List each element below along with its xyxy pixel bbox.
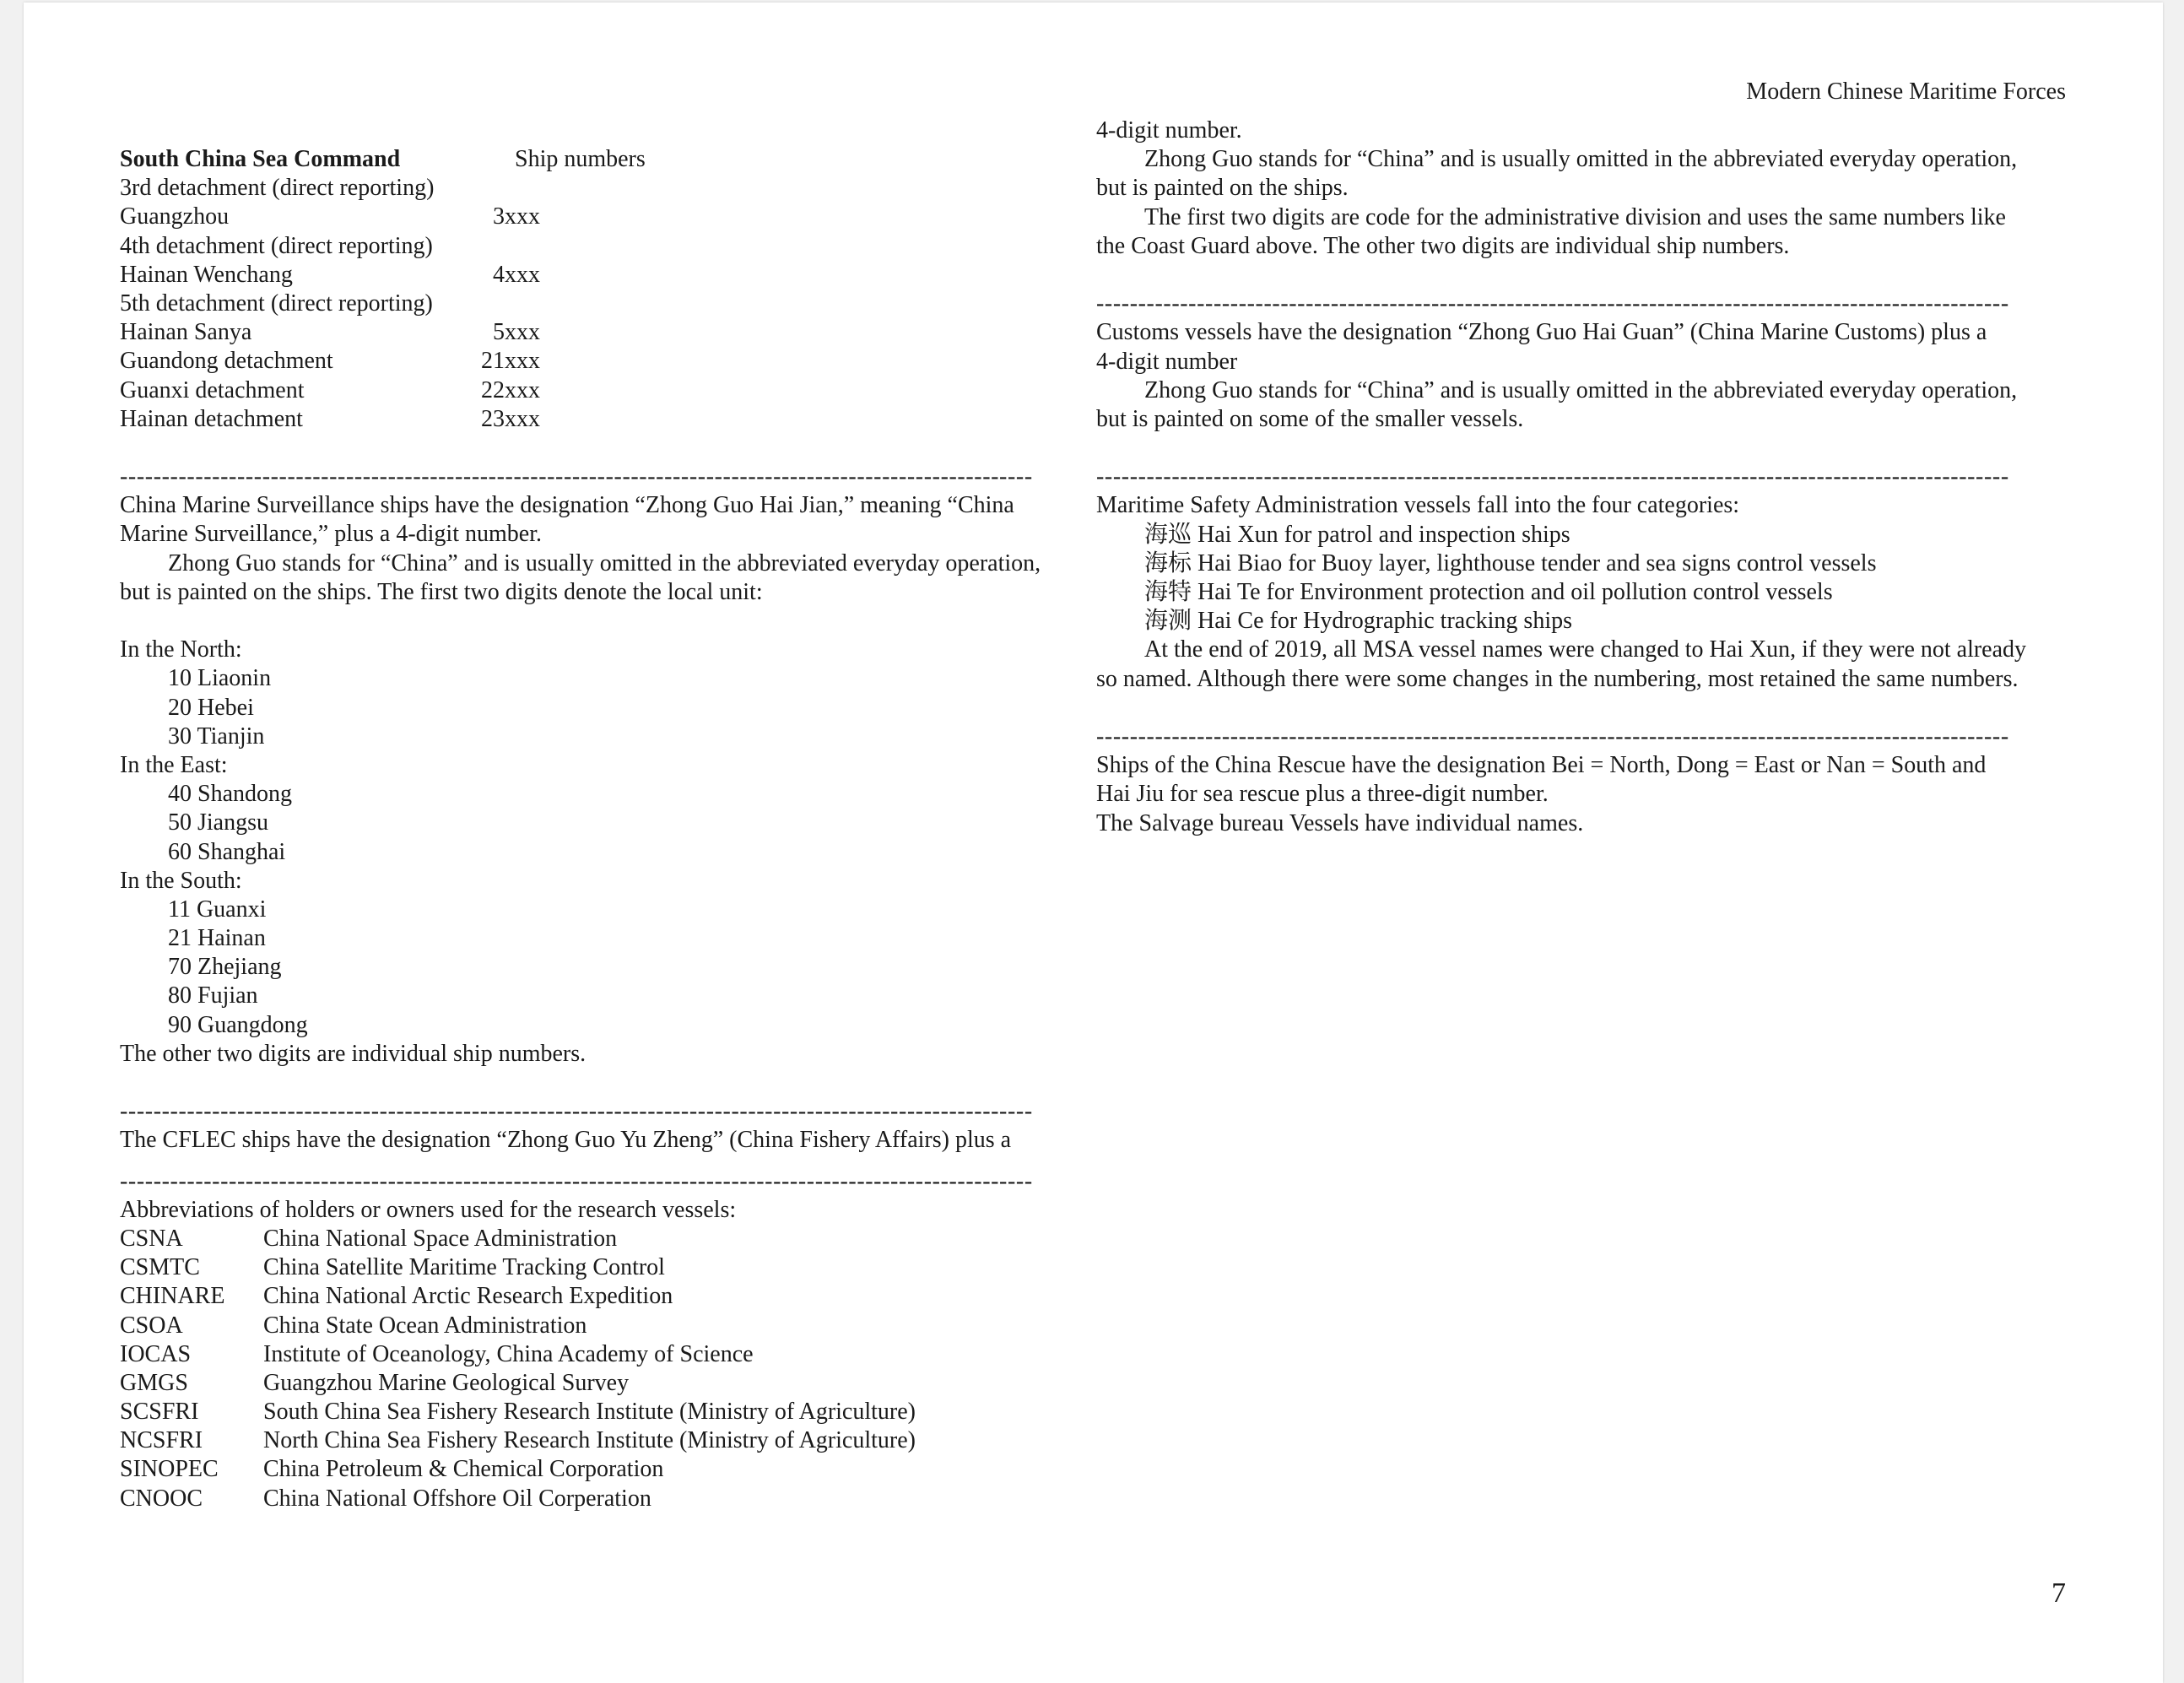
region-item: 20 Hebei [168,694,254,721]
command-row-value [457,174,540,203]
paragraph-line: the Coast Guard above. The other two digits are individual ship numbers. [1096,232,1790,259]
command-table-col-header: Ship numbers [515,146,646,172]
command-row-label: Hainan Wenchang [120,261,293,288]
abbreviation-code: CSMTC [120,1254,200,1281]
command-row-label: Hainan Sanya [120,319,252,346]
abbreviation-row [120,1340,1090,1369]
msa-category-item: 海测 Hai Ce for Hydrographic tracking ships [1144,608,1572,635]
abbreviation-code: GMGS [120,1369,188,1396]
paragraph-line: Marine Surveillance,” plus a 4-digit number. [120,521,542,548]
separator: ------------------------------------------------------------------------------------------------------------- [1096,290,2009,317]
region-list-north [120,664,1090,751]
abbreviation-row [120,1253,1090,1282]
abbreviation-code: CSOA [120,1312,183,1339]
region-label-south: In the South: [120,867,242,894]
command-row-value: 4xxx [493,261,540,288]
abbreviations-list [120,1225,1090,1513]
separator: ------------------------------------------------------------------------------------------------------------- [120,1167,1033,1194]
page-number: 7 [2052,1577,2066,1609]
region-list-south [120,896,1090,1040]
document-page [24,3,2163,1683]
separator: ------------------------------------------------------------------------------------------------------------- [120,463,1033,490]
command-row-label: Guandong detachment [120,348,333,375]
command-row-label: 4th detachment (direct reporting) [120,232,433,259]
command-row-value: 22xxx [481,376,540,403]
command-table-row [120,347,1090,376]
cms-section [120,491,1090,1069]
abbreviation-meaning: China National Space Administration [263,1225,618,1252]
paragraph-line: 4-digit number. [1096,117,1242,143]
abbreviation-row [120,1369,1090,1398]
right-column [1096,116,2071,838]
abbreviations-section [120,1196,1090,1513]
abbreviation-row [120,1312,1090,1340]
region-item: 80 Fujian [168,982,258,1009]
region-label-north: In the North: [120,636,242,663]
command-table-row [120,376,1090,405]
region-item: 50 Jiangsu [168,809,268,836]
region-item: 60 Shanghai [168,838,286,865]
command-table-rows [120,174,1090,434]
command-row-value: 3xxx [493,203,540,230]
paragraph-line: so named. Although there were some changes in the numbering, most retained the same numbers. [1096,665,2019,692]
paragraph-line: Customs vessels have the designation “Zhong Guo Hai Guan” (China Marine Customs) plus a [1096,319,1987,346]
paragraph-line: Zhong Guo stands for “China” and is usually omitted in the abbreviated everyday operation, [1144,146,2018,173]
paragraph-line: Zhong Guo stands for “China” and is usually omitted in the abbreviated everyday operation, [168,549,1041,576]
msa-intro: Maritime Safety Administration vessels fall into the four categories: [1096,492,1740,519]
paragraph-line: but is painted on some of the smaller vessels. [1096,405,1524,432]
command-table-row [120,261,1090,290]
abbreviation-code: NCSFRI [120,1427,203,1454]
abbreviation-code: SCSFRI [120,1399,199,1426]
abbreviation-row [120,1225,1090,1253]
abbreviation-meaning: North China Sea Fishery Research Institute (Ministry of Agriculture) [263,1427,916,1454]
abbreviation-meaning: South China Sea Fishery Research Institute (Ministry of Agriculture) [263,1399,916,1426]
paragraph-line: Ships of the China Rescue have the designation Bei = North, Dong = East or Nan = South and [1096,752,1987,779]
abbreviation-meaning: China State Ocean Administration [263,1312,587,1339]
command-table-row [120,232,1090,261]
paragraph-line: 4-digit number [1096,348,1238,375]
paragraph-line: but is painted on the ships. The first two digits denote the local unit: [120,578,763,605]
abbreviation-code: CHINARE [120,1283,225,1310]
region-item: 90 Guangdong [168,1011,308,1038]
command-table-row [120,290,1090,318]
command-table-row [120,203,1090,231]
command-row-label: Guanxi detachment [120,376,305,403]
command-row-label: Guangzhou [120,203,230,230]
paragraph-line: Zhong Guo stands for “China” and is usually omitted in the abbreviated everyday operation, [1144,376,2018,403]
abbreviation-row [120,1398,1090,1426]
abbreviation-meaning: China Petroleum & Chemical Corporation [263,1456,664,1483]
separator: ------------------------------------------------------------------------------------------------------------- [120,1098,1033,1125]
command-row-value [457,290,540,318]
region-item: 21 Hainan [168,925,266,952]
command-row-label: Hainan detachment [120,405,303,432]
abbreviation-code: CNOOC [120,1485,203,1512]
msa-category-item: 海标 Hai Biao for Buoy layer, lighthouse tender and sea signs control vessels [1144,549,1877,576]
separator: ------------------------------------------------------------------------------------------------------------- [1096,722,2009,750]
paragraph-line: Hai Jiu for sea rescue plus a three-digit number. [1096,781,1549,808]
command-table-title: South China Sea Command [120,146,401,172]
region-item: 70 Zhejiang [168,954,282,981]
cflec-paragraph: The CFLEC ships have the designation “Zhong Guo Yu Zheng” (China Fishery Affairs) plus a [120,1127,1012,1154]
region-list-east [120,780,1090,867]
paragraph-line: but is painted on the ships. [1096,175,1349,202]
command-row-value: 5xxx [493,319,540,346]
abbreviation-meaning: Guangzhou Marine Geological Survey [263,1369,630,1396]
abbreviation-meaning: China Satellite Maritime Tracking Control [263,1254,665,1281]
command-row-value: 23xxx [481,405,540,432]
paragraph-line: China Marine Surveillance ships have the designation “Zhong Guo Hai Jian,” meaning “China [120,492,1014,519]
msa-category-item: 海巡 Hai Xun for patrol and inspection ships [1144,521,1570,548]
region-item: 10 Liaonin [168,665,272,692]
command-row-label: 5th detachment (direct reporting) [120,290,433,317]
separator: ------------------------------------------------------------------------------------------------------------- [1096,463,2009,490]
command-table-row [120,405,1090,434]
abbreviation-row [120,1282,1090,1311]
abbreviation-code: IOCAS [120,1340,192,1367]
command-table-row [120,174,1090,203]
abbreviation-row [120,1455,1090,1484]
msa-category-list [1096,521,2071,636]
paragraph-line: The Salvage bureau Vessels have individual names. [1096,809,1584,836]
abbreviation-code: SINOPEC [120,1456,219,1483]
region-item: 11 Guanxi [168,896,267,923]
command-row-value [457,232,540,261]
abbreviations-intro: Abbreviations of holders or owners used for the research vessels: [120,1196,737,1223]
running-header: Modern Chinese Maritime Forces [1746,78,2066,105]
command-row-label: 3rd detachment (direct reporting) [120,175,435,202]
abbreviation-meaning: Institute of Oceanology, China Academy of Science [263,1340,754,1367]
command-table-row [120,318,1090,347]
abbreviation-meaning: China National Arctic Research Expedition [263,1283,673,1310]
paragraph-line: The other two digits are individual ship numbers. [120,1040,587,1067]
region-item: 30 Tianjin [168,722,265,750]
command-table-header [120,145,1090,174]
abbreviation-meaning: China National Offshore Oil Corperation [263,1485,651,1512]
paragraph-line: At the end of 2019, all MSA vessel names were changed to Hai Xun, if they were not already [1144,636,2027,663]
command-row-value: 21xxx [481,348,540,375]
paragraph-line: The first two digits are code for the administrative division and uses the same numbers like [1144,203,2006,230]
command-table [120,145,1090,434]
left-column [120,145,1090,1513]
abbreviation-row [120,1426,1090,1455]
region-label-east: In the East: [120,751,228,778]
abbreviation-row [120,1485,1090,1513]
region-item: 40 Shandong [168,781,292,808]
msa-category-item: 海特 Hai Te for Environment protection and oil pollution control vessels [1144,579,1833,605]
abbreviation-code: CSNA [120,1225,183,1252]
